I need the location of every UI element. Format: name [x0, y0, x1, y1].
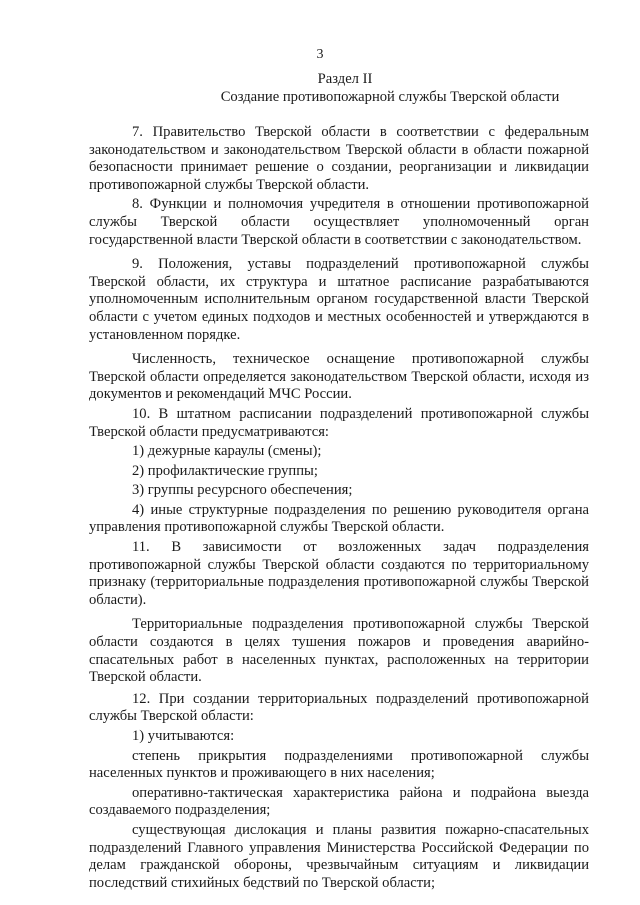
section-title: Создание противопожарной службы Тверской области: [220, 89, 560, 105]
paragraph-staffing: Численность, техническое оснащение противопожарной службы Тверской области определяется законодательством Тверской области, исходя из документов и рекомендаций МЧС России.: [89, 351, 589, 403]
sub-item-dislocation: существующая дислокация и планы развития пожарно-спасательных подразделений Главного управления Министерства Российской Федерации по делам гражданской обороны, чрезвычайным ситуациям и ликвидации последствий стихийных бедствий по Тверской области;: [89, 821, 589, 891]
list-item-3: 3) группы ресурсного обеспечения;: [132, 482, 353, 499]
paragraph-7: 7. Правительство Тверской области в соответствии с федеральным законодательством и законодательством Тверской области в области пожарной безопасности принимает решение о создании, реорганизации и ликвидации противопожарной службы Тверской области.: [89, 124, 589, 193]
paragraph-8: 8. Функции и полномочия учредителя в отношении противопожарной службы Тверской области осуществляет уполномоченный орган государственной власти Тверской области в соответствии с законодательством.: [89, 196, 589, 248]
paragraph-9: 9. Положения, уставы подразделений противопожарной службы Тверской области, их структура и штатное расписание разрабатываются уполномоченным исполнительным органом государственной власти Тверской области с учетом единых подходов и местных особенностей и утверждаются в установленном порядке.: [89, 256, 589, 343]
list-item-4: 4) иные структурные подразделения по решению руководителя органа управления противопожарной службы Тверской области.: [89, 501, 589, 536]
sub-item-tactical: оперативно-тактическая характеристика района и подрайона выезда создаваемого подразделения;: [89, 784, 589, 819]
page-number: 3: [316, 47, 324, 62]
section-label: Раздел II: [317, 71, 373, 87]
paragraph-11: 11. В зависимости от возложенных задач подразделения противопожарной службы Тверской области создаются по территориальному признаку (территориальные подразделения противопожарной службы Тверской области).: [89, 539, 589, 608]
list-item-2: 2) профилактические группы;: [132, 462, 318, 479]
list-item-1: 1) дежурные караулы (смены);: [132, 443, 322, 460]
paragraph-12: 12. При создании территориальных подразделений противопожарной службы Тверской области:: [89, 690, 589, 725]
list-item-considered: 1) учитываются:: [132, 728, 235, 744]
sub-item-coverage: степень прикрытия подразделениями противопожарной службы населенных пунктов и проживающего в них населения;: [89, 747, 589, 782]
paragraph-territorial: Территориальные подразделения противопожарной службы Тверской области создаются в целях тушения пожаров и проведения аварийно-спасательных работ в населенных пунктах, расположенных на территории Тверской области.: [89, 616, 589, 686]
document-body: [89, 124, 589, 892]
paragraph-10: 10. В штатном расписании подразделений противопожарной службы Тверской области предусматриваются:: [89, 405, 589, 440]
